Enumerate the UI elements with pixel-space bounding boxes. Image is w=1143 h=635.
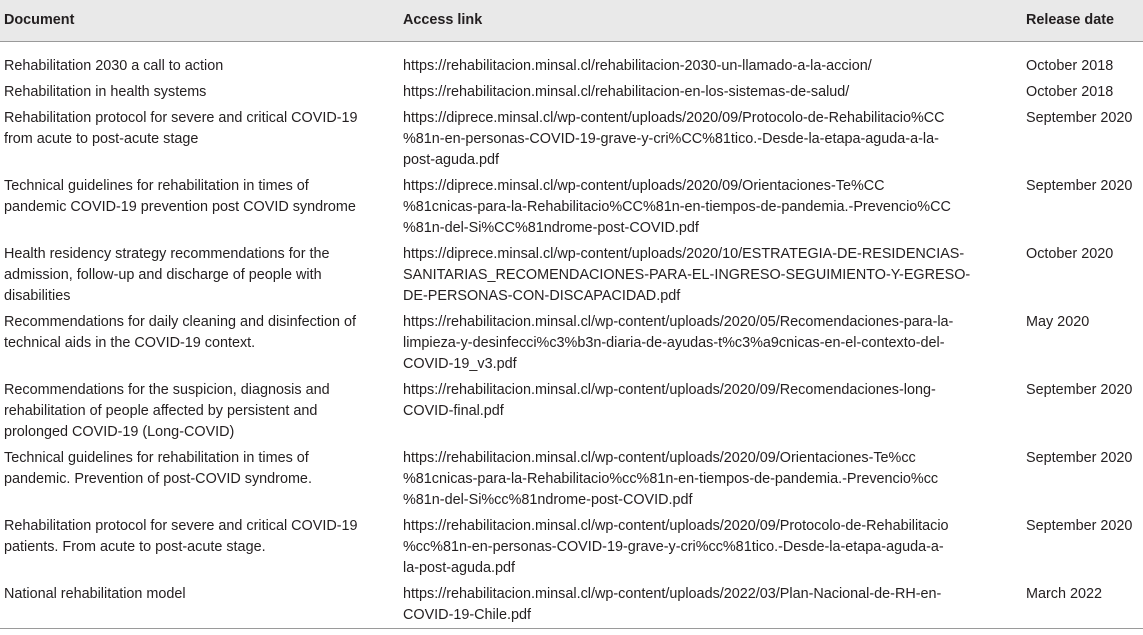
table-row (0, 244, 1143, 312)
table-row (0, 108, 1143, 176)
document-cell: Technical guidelines for rehabilitation in times of pandemic COVID-19 prevention post COVID syndrome (4, 178, 356, 215)
access-link-cell[interactable]: https://rehabilitacion.minsal.cl/wp-content/uploads/2020/09/Orientaciones-Te%cc %81cnicas-para-la-Rehabilitacio%cc%81n-en-tiempos-de-pandemia.-Prevencio%cc %81n-del-Si%cc%81ndrome-post-COVID.pdf (403, 450, 939, 508)
document-cell: National rehabilitation model (0, 584, 401, 629)
release-date-cell: September 2020 (1026, 450, 1133, 466)
column-header-access-link: Access link (401, 0, 1025, 42)
release-date-cell: October 2018 (1026, 84, 1114, 100)
table-row (0, 380, 1143, 448)
table-row (0, 312, 1143, 380)
document-cell: Health residency strategy recommendations for the admission, follow-up and discharge of people with disabilities (4, 246, 330, 304)
table-row (0, 42, 1143, 83)
document-cell: Rehabilitation protocol for severe and critical COVID-19 patients. From acute to post-acute stage. (4, 518, 358, 555)
release-date-cell: September 2020 (1026, 110, 1133, 126)
release-date-cell: March 2022 (1025, 584, 1143, 629)
document-cell: Rehabilitation protocol for severe and critical COVID-19 from acute to post-acute stage (4, 110, 358, 147)
table-row (0, 584, 1143, 629)
access-link-cell[interactable]: https://rehabilitacion.minsal.cl/wp-content/uploads/2020/09/Recomendaciones-long- COVID-final.pdf (403, 382, 936, 419)
column-header-document: Document (0, 0, 401, 42)
table-body (0, 42, 1143, 629)
document-cell: Technical guidelines for rehabilitation in times of pandemic. Prevention of post-COVID syndrome. (4, 450, 312, 487)
release-date-cell: September 2020 (1026, 178, 1133, 194)
release-date-cell: September 2020 (1026, 518, 1133, 534)
table-row (0, 82, 1143, 108)
release-date-cell: October 2018 (1026, 58, 1114, 74)
document-cell: Recommendations for the suspicion, diagnosis and rehabilitation of people affected by persistent and prolonged COVID-19 (Long-COVID) (4, 382, 330, 440)
table-row (0, 516, 1143, 584)
table-row (0, 176, 1143, 244)
release-date-cell: May 2020 (1026, 314, 1090, 330)
release-date-cell: October 2020 (1026, 246, 1114, 262)
access-link-cell[interactable]: https://rehabilitacion.minsal.cl/wp-content/uploads/2022/03/Plan-Nacional-de-RH-en- COVID-19-Chile.pdf (401, 584, 1025, 629)
access-link-cell[interactable]: https://rehabilitacion.minsal.cl/wp-content/uploads/2020/09/Protocolo-de-Rehabilitacio %cc%81n-en-personas-COVID-19-grave-y-cri%cc%81tico.-Desde-la-etapa-aguda-a- la-post-aguda.pdf (403, 518, 949, 576)
document-cell: Recommendations for daily cleaning and disinfection of technical aids in the COVID-19 context. (4, 314, 356, 351)
access-link-cell[interactable]: https://diprece.minsal.cl/wp-content/uploads/2020/09/Orientaciones-Te%CC %81cnicas-para-la-Rehabilitacio%CC%81n-en-tiempos-de-pandemia.-Prevencio%CC %81n-del-Si%CC%81ndrome-post-COVID.pdf (403, 178, 951, 236)
access-link-cell[interactable]: https://diprece.minsal.cl/wp-content/uploads/2020/09/Protocolo-de-Rehabilitacio%CC %81n-en-personas-COVID-19-grave-y-cri%CC%81tico.-Desde-la-etapa-aguda-a-la- post-aguda.pdf (403, 110, 945, 168)
access-link-cell[interactable]: https://rehabilitacion.minsal.cl/rehabilitacion-2030-un-llamado-a-la-accion/ (403, 58, 872, 74)
access-link-cell[interactable]: https://rehabilitacion.minsal.cl/rehabilitacion-en-los-sistemas-de-salud/ (403, 84, 850, 100)
document-cell: Rehabilitation 2030 a call to action (4, 58, 224, 74)
access-link-cell[interactable]: https://diprece.minsal.cl/wp-content/uploads/2020/10/ESTRATEGIA-DE-RESIDENCIAS- SANITARIAS_RECOMENDACIONES-PARA-EL-INGRESO-SEGUIMIENTO-Y-EGRESO- DE-PERSONAS-CON-DISCAPACIDAD.pdf (403, 246, 971, 304)
header-row (0, 0, 1143, 42)
access-link-cell[interactable]: https://rehabilitacion.minsal.cl/wp-content/uploads/2020/05/Recomendaciones-para-la- limpieza-y-desinfecci%c3%b3n-diaria-de-ayudas-t%c3%a9cnicas-en-el-contexto-del- COVID-19_v3.pdf (403, 314, 954, 372)
column-header-release-date: Release date (1025, 0, 1143, 42)
document-cell: Rehabilitation in health systems (4, 84, 207, 100)
release-date-cell: September 2020 (1026, 382, 1133, 398)
table-header (0, 0, 1143, 42)
table-row (0, 448, 1143, 516)
